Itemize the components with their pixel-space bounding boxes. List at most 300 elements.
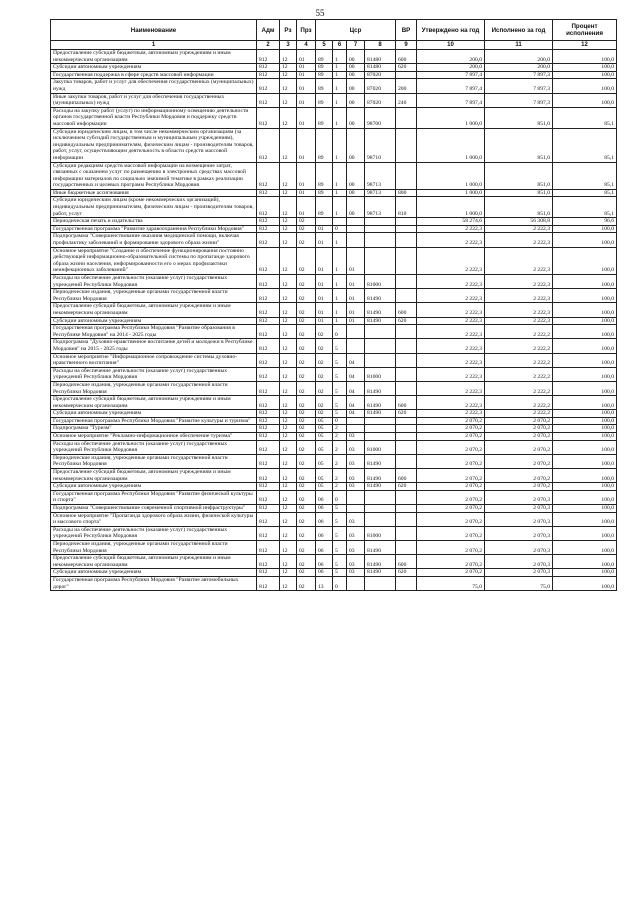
- row-csr-program-cell: 13: [316, 576, 333, 590]
- row-vr-cell: [396, 417, 417, 425]
- row-rz-cell: 12: [280, 197, 297, 218]
- row-name-cell: Подпрограмма "Туризм": [51, 425, 257, 433]
- row-csr-event-cell: 03: [347, 433, 365, 441]
- row-adm-cell: 812: [257, 50, 280, 64]
- row-csr-direction-cell: 81490: [365, 396, 396, 410]
- row-csr-event-cell: 03: [347, 454, 365, 468]
- row-name-cell: Субсидии автономным учреждениям: [51, 569, 257, 577]
- row-executed-cell: 2 222,3: [485, 233, 553, 247]
- row-csr-direction-cell: [365, 417, 396, 425]
- row-rz-cell: 12: [280, 50, 297, 64]
- row-adm-cell: 812: [257, 233, 280, 247]
- row-percent-cell: 100,0: [553, 71, 617, 79]
- row-executed-cell: 7 897,3: [485, 79, 553, 93]
- row-percent-cell: 100,0: [553, 540, 617, 554]
- row-csr-subprogram-cell: 5: [333, 555, 347, 569]
- header-rz: Рз: [280, 20, 297, 41]
- row-rz-cell: 12: [280, 505, 297, 513]
- row-executed-cell: 2 222,3: [485, 247, 553, 274]
- row-prz-cell: 02: [297, 425, 316, 433]
- row-percent-cell: 100,0: [553, 367, 617, 381]
- row-csr-direction-cell: 87020: [365, 79, 396, 93]
- row-csr-direction-cell: 81490: [365, 289, 396, 303]
- row-csr-subprogram-cell: 0: [333, 576, 347, 590]
- row-rz-cell: 12: [280, 64, 297, 72]
- row-approved-cell: 2 222,3: [417, 339, 485, 353]
- page-number: 55: [315, 8, 325, 18]
- row-csr-direction-cell: 81490: [365, 303, 396, 317]
- row-csr-direction-cell: [365, 225, 396, 233]
- row-adm-cell: 812: [257, 540, 280, 554]
- row-approved-cell: 2 070,2: [417, 433, 485, 441]
- table-row: [51, 64, 617, 72]
- row-name-cell: Расходы на обеспечение деятельности (оказание услуг) государственных учреждений Республики Мордовия: [51, 275, 257, 289]
- row-vr-cell: 800: [396, 189, 417, 197]
- row-rz-cell: 12: [280, 128, 297, 162]
- table-row: [51, 381, 617, 395]
- row-vr-cell: [396, 367, 417, 381]
- row-name-cell: Предоставление субсидий бюджетным, автономным учреждениям и иным некоммерческим организациям: [51, 469, 257, 483]
- row-csr-event-cell: 00: [347, 50, 365, 64]
- row-adm-cell: 812: [257, 425, 280, 433]
- table-row: [51, 353, 617, 367]
- row-csr-program-cell: 01: [316, 317, 333, 325]
- table-row: [51, 396, 617, 410]
- row-name-cell: Подпрограмма "Совершенствование оказания медицинской помощи, включая профилактику заболеваний и формирование здорового образа жизни": [51, 233, 257, 247]
- row-name-cell: Предоставление субсидий бюджетным, автономным учреждениям и иным некоммерческим организациям: [51, 303, 257, 317]
- row-csr-program-cell: 89: [316, 79, 333, 93]
- row-csr-program-cell: 06: [316, 555, 333, 569]
- row-adm-cell: 812: [257, 505, 280, 513]
- row-vr-cell: 600: [396, 555, 417, 569]
- row-name-cell: Периодические издания, учрежденные органами государственной власти Республики Мордовия: [51, 540, 257, 554]
- column-number: 2: [257, 41, 280, 50]
- row-vr-cell: [396, 162, 417, 189]
- row-name-cell: Периодическая печать и издательства: [51, 218, 257, 226]
- row-approved-cell: 2 222,3: [417, 396, 485, 410]
- row-rz-cell: 12: [280, 512, 297, 526]
- row-csr-subprogram-cell: 5: [333, 339, 347, 353]
- row-approved-cell: 2 222,3: [417, 247, 485, 274]
- row-prz-cell: 02: [297, 526, 316, 540]
- row-executed-cell: 2 222,3: [485, 317, 553, 325]
- row-csr-direction-cell: 81490: [365, 555, 396, 569]
- row-approved-cell: 2 070,2: [417, 505, 485, 513]
- row-vr-cell: 240: [396, 93, 417, 107]
- row-name-cell: Расходы на обеспечение деятельности (оказание услуг) государственных учреждений Республики Мордовия: [51, 440, 257, 454]
- row-csr-program-cell: 89: [316, 93, 333, 107]
- row-csr-program-cell: 05: [316, 417, 333, 425]
- row-csr-subprogram-cell: 5: [333, 396, 347, 410]
- column-number: 3: [280, 41, 297, 50]
- row-adm-cell: 812: [257, 71, 280, 79]
- row-csr-subprogram-cell: 5: [333, 353, 347, 367]
- row-percent-cell: 100,0: [553, 79, 617, 93]
- row-prz-cell: 02: [297, 289, 316, 303]
- row-csr-event-cell: [347, 417, 365, 425]
- row-adm-cell: 812: [257, 381, 280, 395]
- row-csr-program-cell: 89: [316, 197, 333, 218]
- row-adm-cell: 812: [257, 512, 280, 526]
- table-row: [51, 540, 617, 554]
- row-percent-cell: 100,0: [553, 410, 617, 418]
- row-csr-program-cell: 05: [316, 483, 333, 491]
- row-csr-subprogram-cell: 2: [333, 425, 347, 433]
- row-csr-program-cell: 06: [316, 490, 333, 504]
- row-csr-subprogram-cell: [333, 218, 347, 226]
- row-rz-cell: 12: [280, 325, 297, 339]
- row-executed-cell: 2 222,2: [485, 396, 553, 410]
- row-csr-subprogram-cell: 1: [333, 303, 347, 317]
- row-csr-subprogram-cell: 1: [333, 79, 347, 93]
- row-csr-program-cell: 02: [316, 381, 333, 395]
- row-prz-cell: 02: [297, 505, 316, 513]
- row-rz-cell: 12: [280, 93, 297, 107]
- table-row: [51, 490, 617, 504]
- row-name-cell: Государственная программа Республики Мордовия "Развитие образования в Республике Мордовия" на 2014 - 2025 годы: [51, 325, 257, 339]
- row-prz-cell: 02: [297, 225, 316, 233]
- row-vr-cell: 600: [396, 50, 417, 64]
- table-row: [51, 197, 617, 218]
- row-prz-cell: 02: [297, 381, 316, 395]
- row-csr-direction-cell: 81490: [365, 381, 396, 395]
- row-csr-event-cell: 03: [347, 512, 365, 526]
- row-csr-event-cell: [347, 425, 365, 433]
- row-csr-program-cell: 05: [316, 440, 333, 454]
- row-approved-cell: 2 070,2: [417, 417, 485, 425]
- row-approved-cell: 200,0: [417, 50, 485, 64]
- row-prz-cell: 01: [297, 79, 316, 93]
- row-adm-cell: 812: [257, 410, 280, 418]
- row-executed-cell: 2 070,3: [485, 540, 553, 554]
- row-vr-cell: [396, 540, 417, 554]
- row-name-cell: Периодические издания, учрежденные органами государственной власти Республики Мордовия: [51, 381, 257, 395]
- row-csr-subprogram-cell: 1: [333, 162, 347, 189]
- row-name-cell: Основное мероприятие "Рекламно-информационное обеспечение туризма": [51, 433, 257, 441]
- row-adm-cell: 812: [257, 417, 280, 425]
- row-csr-direction-cell: 81490: [365, 454, 396, 468]
- row-executed-cell: 851,0: [485, 189, 553, 197]
- row-percent-cell: 100,0: [553, 512, 617, 526]
- row-csr-event-cell: 04: [347, 367, 365, 381]
- row-executed-cell: 200,0: [485, 64, 553, 72]
- row-vr-cell: [396, 425, 417, 433]
- row-adm-cell: 812: [257, 79, 280, 93]
- row-percent-cell: 100,0: [553, 353, 617, 367]
- row-csr-subprogram-cell: 0: [333, 417, 347, 425]
- row-adm-cell: 812: [257, 339, 280, 353]
- table-row: [51, 483, 617, 491]
- row-prz-cell: 02: [297, 576, 316, 590]
- table-row: [51, 233, 617, 247]
- row-prz-cell: 02: [297, 469, 316, 483]
- row-csr-direction-cell: [365, 505, 396, 513]
- row-executed-cell: 2 070,3: [485, 569, 553, 577]
- column-number: 4: [297, 41, 316, 50]
- row-csr-program-cell: 05: [316, 425, 333, 433]
- row-csr-direction-cell: [365, 353, 396, 367]
- row-percent-cell: 100,0: [553, 225, 617, 233]
- row-percent-cell: 100,0: [553, 417, 617, 425]
- row-executed-cell: 2 070,2: [485, 433, 553, 441]
- row-csr-program-cell: [316, 218, 333, 226]
- row-prz-cell: 02: [297, 540, 316, 554]
- table-row: [51, 569, 617, 577]
- row-approved-cell: 2 222,3: [417, 233, 485, 247]
- row-adm-cell: 812: [257, 469, 280, 483]
- row-executed-cell: 2 070,3: [485, 505, 553, 513]
- row-approved-cell: 2 070,2: [417, 440, 485, 454]
- row-percent-cell: 100,0: [553, 469, 617, 483]
- row-executed-cell: 2 222,3: [485, 289, 553, 303]
- header-row: [51, 20, 617, 41]
- row-percent-cell: 100,0: [553, 425, 617, 433]
- row-percent-cell: 85,1: [553, 107, 617, 128]
- row-approved-cell: 2 222,3: [417, 303, 485, 317]
- row-prz-cell: 01: [297, 71, 316, 79]
- row-vr-cell: 620: [396, 317, 417, 325]
- row-csr-direction-cell: [365, 218, 396, 226]
- row-csr-event-cell: 01: [347, 289, 365, 303]
- row-approved-cell: 2 222,3: [417, 289, 485, 303]
- row-percent-cell: 100,0: [553, 433, 617, 441]
- row-executed-cell: 2 222,2: [485, 353, 553, 367]
- table-body: [51, 50, 617, 591]
- row-vr-cell: [396, 325, 417, 339]
- row-rz-cell: 12: [280, 339, 297, 353]
- row-csr-program-cell: 02: [316, 396, 333, 410]
- row-csr-direction-cell: 81490: [365, 540, 396, 554]
- row-adm-cell: 812: [257, 275, 280, 289]
- header-csr: Цср: [316, 20, 396, 41]
- row-executed-cell: 75,0: [485, 576, 553, 590]
- row-prz-cell: 02: [297, 275, 316, 289]
- row-csr-program-cell: 06: [316, 505, 333, 513]
- row-prz-cell: 02: [297, 483, 316, 491]
- budget-execution-table: [50, 19, 617, 591]
- row-rz-cell: 12: [280, 526, 297, 540]
- row-csr-program-cell: 06: [316, 526, 333, 540]
- row-csr-direction-cell: 87020: [365, 93, 396, 107]
- row-percent-cell: 100,0: [553, 396, 617, 410]
- row-approved-cell: 2 222,3: [417, 381, 485, 395]
- row-vr-cell: [396, 71, 417, 79]
- row-adm-cell: 812: [257, 289, 280, 303]
- row-approved-cell: 1 000,0: [417, 107, 485, 128]
- row-approved-cell: 2 070,2: [417, 469, 485, 483]
- row-name-cell: Основное мероприятие "Информационное сопровождение системы духовно-нравственного воспитания": [51, 353, 257, 367]
- row-rz-cell: 12: [280, 417, 297, 425]
- row-approved-cell: 2 222,3: [417, 325, 485, 339]
- column-number: 9: [396, 41, 417, 50]
- row-csr-event-cell: [347, 325, 365, 339]
- row-prz-cell: 01: [297, 64, 316, 72]
- row-csr-program-cell: 06: [316, 540, 333, 554]
- row-percent-cell: 100,0: [553, 483, 617, 491]
- row-rz-cell: 12: [280, 576, 297, 590]
- row-name-cell: Подпрограмма "Совершенствование современной спортивной инфраструктуры": [51, 505, 257, 513]
- row-csr-subprogram-cell: 1: [333, 289, 347, 303]
- row-executed-cell: 851,0: [485, 107, 553, 128]
- row-csr-direction-cell: 81490: [365, 469, 396, 483]
- row-approved-cell: 2 222,3: [417, 367, 485, 381]
- row-prz-cell: 02: [297, 233, 316, 247]
- row-csr-subprogram-cell: 0: [333, 225, 347, 233]
- row-prz-cell: 02: [297, 440, 316, 454]
- row-adm-cell: 812: [257, 225, 280, 233]
- row-csr-subprogram-cell: 5: [333, 569, 347, 577]
- row-csr-direction-cell: 98713: [365, 189, 396, 197]
- row-name-cell: Периодические издания, учрежденные органами государственной власти Республики Мордовия: [51, 289, 257, 303]
- row-name-cell: Предоставление субсидий бюджетным, автономным учреждениям и иным некоммерческим организациям: [51, 555, 257, 569]
- row-adm-cell: 812: [257, 247, 280, 274]
- row-vr-cell: 620: [396, 64, 417, 72]
- row-percent-cell: 96,6: [553, 218, 617, 226]
- row-executed-cell: 2 222,2: [485, 339, 553, 353]
- row-adm-cell: 812: [257, 367, 280, 381]
- table-row: [51, 71, 617, 79]
- row-csr-program-cell: 05: [316, 454, 333, 468]
- row-vr-cell: [396, 218, 417, 226]
- row-prz-cell: 02: [297, 410, 316, 418]
- table-row: [51, 247, 617, 274]
- row-csr-direction-cell: 81000: [365, 275, 396, 289]
- row-adm-cell: 812: [257, 317, 280, 325]
- row-executed-cell: 2 070,3: [485, 526, 553, 540]
- row-csr-event-cell: 00: [347, 64, 365, 72]
- row-name-cell: Государственная поддержка в сфере средств массовой информации: [51, 71, 257, 79]
- row-csr-program-cell: 89: [316, 107, 333, 128]
- row-adm-cell: 812: [257, 353, 280, 367]
- row-prz-cell: 02: [297, 247, 316, 274]
- row-percent-cell: 100,0: [553, 247, 617, 274]
- row-csr-event-cell: 04: [347, 410, 365, 418]
- row-csr-program-cell: 02: [316, 339, 333, 353]
- row-csr-direction-cell: 81480: [365, 64, 396, 72]
- table-row: [51, 189, 617, 197]
- row-csr-event-cell: [347, 490, 365, 504]
- row-vr-cell: [396, 353, 417, 367]
- row-csr-event-cell: 03: [347, 555, 365, 569]
- table-row: [51, 433, 617, 441]
- row-executed-cell: 2 222,2: [485, 410, 553, 418]
- row-name-cell: Иные закупки товаров, работ и услуг для обеспечения государственных (муниципальных) нужд: [51, 93, 257, 107]
- row-csr-event-cell: [347, 233, 365, 247]
- row-percent-cell: 85,1: [553, 197, 617, 218]
- row-rz-cell: 12: [280, 367, 297, 381]
- row-csr-program-cell: 05: [316, 469, 333, 483]
- row-csr-subprogram-cell: 1: [333, 93, 347, 107]
- row-name-cell: Расходы на обеспечение деятельности (оказание услуг) государственных учреждений Республики Мордовия: [51, 367, 257, 381]
- row-csr-event-cell: [347, 576, 365, 590]
- row-csr-direction-cell: [365, 512, 396, 526]
- row-executed-cell: 56 308,8: [485, 218, 553, 226]
- row-csr-event-cell: 01: [347, 275, 365, 289]
- row-vr-cell: [396, 440, 417, 454]
- table-row: [51, 225, 617, 233]
- row-percent-cell: 100,0: [553, 317, 617, 325]
- row-executed-cell: 2 070,2: [485, 454, 553, 468]
- row-vr-cell: [396, 289, 417, 303]
- row-name-cell: Государственная программа Республики Мордовия "Развитие физической культуры и спорта": [51, 490, 257, 504]
- column-number: 10: [417, 41, 485, 50]
- row-prz-cell: 02: [297, 454, 316, 468]
- table-row: [51, 555, 617, 569]
- row-executed-cell: 2 222,2: [485, 325, 553, 339]
- row-csr-program-cell: 01: [316, 289, 333, 303]
- row-csr-subprogram-cell: 1: [333, 247, 347, 274]
- row-adm-cell: 812: [257, 218, 280, 226]
- row-percent-cell: 100,0: [553, 490, 617, 504]
- table-row: [51, 128, 617, 162]
- row-name-cell: Расходы на обеспечение деятельности (оказание услуг) государственных учреждений Республики Мордовия: [51, 526, 257, 540]
- row-name-cell: Основное мероприятие "Пропаганда здорового образа жизни, физической культуры и массового спорта": [51, 512, 257, 526]
- row-vr-cell: [396, 225, 417, 233]
- row-csr-direction-cell: 87020: [365, 71, 396, 79]
- row-vr-cell: [396, 505, 417, 513]
- row-adm-cell: 812: [257, 93, 280, 107]
- row-csr-subprogram-cell: 5: [333, 367, 347, 381]
- row-percent-cell: 100,0: [553, 64, 617, 72]
- row-vr-cell: [396, 339, 417, 353]
- row-csr-direction-cell: [365, 576, 396, 590]
- row-prz-cell: 01: [297, 189, 316, 197]
- row-adm-cell: 812: [257, 576, 280, 590]
- row-prz-cell: 02: [297, 555, 316, 569]
- row-name-cell: Субсидии автономным учреждениям: [51, 410, 257, 418]
- row-approved-cell: 2 070,2: [417, 490, 485, 504]
- row-vr-cell: [396, 128, 417, 162]
- table-row: [51, 162, 617, 189]
- table-row: [51, 218, 617, 226]
- row-percent-cell: 100,0: [553, 233, 617, 247]
- row-name-cell: Государственная программа Республики Мордовия "Развитие культуры и туризма": [51, 417, 257, 425]
- row-rz-cell: 12: [280, 381, 297, 395]
- row-name-cell: Периодические издания, учрежденные органами государственной власти Республики Мордовия: [51, 454, 257, 468]
- row-executed-cell: 2 070,3: [485, 555, 553, 569]
- row-adm-cell: 812: [257, 189, 280, 197]
- row-csr-subprogram-cell: 5: [333, 526, 347, 540]
- row-approved-cell: 1 000,0: [417, 197, 485, 218]
- row-csr-subprogram-cell: 1: [333, 50, 347, 64]
- row-approved-cell: 2 070,2: [417, 454, 485, 468]
- row-rz-cell: 12: [280, 469, 297, 483]
- row-csr-event-cell: [347, 225, 365, 233]
- row-percent-cell: 85,1: [553, 189, 617, 197]
- row-rz-cell: 12: [280, 107, 297, 128]
- row-rz-cell: 12: [280, 540, 297, 554]
- row-executed-cell: 2 070,3: [485, 512, 553, 526]
- row-csr-program-cell: 02: [316, 325, 333, 339]
- row-csr-direction-cell: [365, 433, 396, 441]
- row-adm-cell: 812: [257, 490, 280, 504]
- row-approved-cell: 2 070,2: [417, 555, 485, 569]
- row-rz-cell: 12: [280, 225, 297, 233]
- row-csr-subprogram-cell: 2: [333, 440, 347, 454]
- row-csr-subprogram-cell: 2: [333, 454, 347, 468]
- row-rz-cell: 12: [280, 233, 297, 247]
- row-csr-direction-cell: 81490: [365, 317, 396, 325]
- row-prz-cell: 02: [297, 433, 316, 441]
- row-adm-cell: 812: [257, 483, 280, 491]
- table-row: [51, 50, 617, 64]
- table-row: [51, 79, 617, 93]
- row-vr-cell: 810: [396, 197, 417, 218]
- row-vr-cell: 620: [396, 410, 417, 418]
- row-executed-cell: 851,0: [485, 197, 553, 218]
- row-csr-program-cell: 01: [316, 247, 333, 274]
- row-vr-cell: [396, 275, 417, 289]
